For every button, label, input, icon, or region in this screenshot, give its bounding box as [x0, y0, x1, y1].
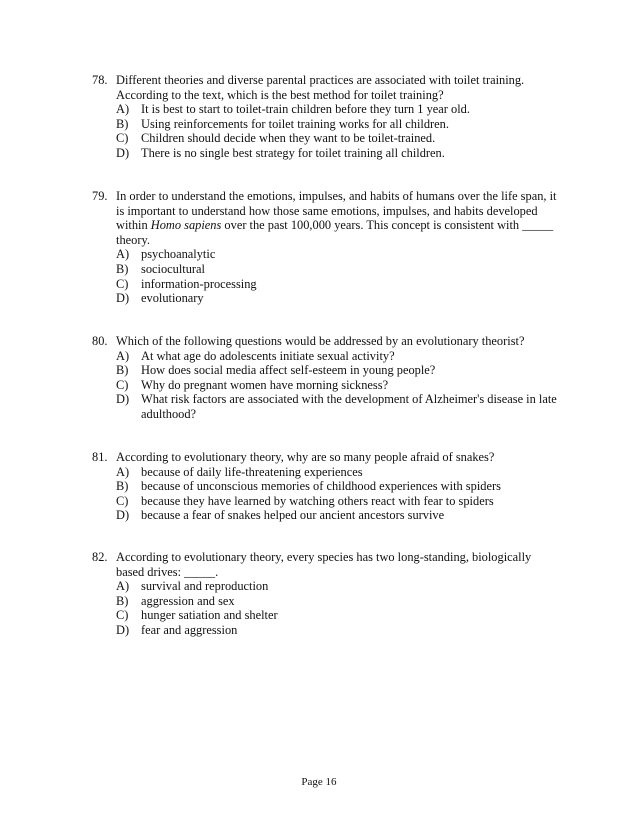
answer-options	[116, 465, 562, 523]
answer-option	[116, 579, 562, 594]
option-letter: A)	[116, 464, 130, 479]
option-letter: C)	[116, 608, 129, 623]
question-stem	[116, 450, 562, 465]
question-80	[92, 334, 562, 422]
stem-text: over the past 100,000 years. This concept is consistent with _____ theory.	[116, 218, 554, 247]
answer-option	[116, 594, 562, 609]
stem-text: Which of the following questions would be addressed by an evolutionary theorist?	[116, 334, 525, 348]
option-letter: C)	[116, 493, 129, 508]
answer-options	[116, 102, 562, 160]
question-header	[92, 189, 562, 247]
option-text: because they have learned by watching others react with fear to spiders	[141, 493, 494, 508]
stem-text: According to evolutionary theory, every species has two long-standing, biologically based drives: _____.	[116, 550, 532, 579]
answer-option	[116, 623, 562, 638]
option-text: hunger satiation and shelter	[141, 608, 278, 623]
option-letter: C)	[116, 276, 129, 291]
question-header	[92, 550, 562, 579]
option-text: At what age do adolescents initiate sexual activity?	[141, 348, 395, 363]
answer-option	[116, 277, 562, 292]
answer-options	[116, 579, 562, 637]
answer-option	[116, 117, 562, 132]
option-letter: D)	[116, 145, 130, 160]
option-letter: A)	[116, 579, 130, 594]
stem-italic-text: Homo sapiens	[150, 218, 222, 233]
option-text: There is no single best strategy for toilet training all children.	[141, 145, 445, 160]
answer-option	[116, 262, 562, 277]
answer-option	[116, 479, 562, 494]
option-text: sociocultural	[141, 261, 205, 276]
option-text: It is best to start to toilet-train children before they turn 1 year old.	[141, 102, 470, 117]
option-letter: B)	[116, 116, 129, 131]
stem-text: According to evolutionary theory, why are so many people afraid of snakes?	[116, 450, 495, 464]
answer-option	[116, 608, 562, 623]
question-number: 81.	[92, 450, 108, 464]
answer-options	[116, 349, 562, 422]
question-header	[92, 334, 562, 349]
answer-option	[116, 131, 562, 146]
option-text: What risk factors are associated with the development of Alzheimer's disease in late adulthood?	[141, 392, 557, 421]
option-text: because of unconscious memories of childhood experiences with spiders	[141, 479, 501, 494]
stem-text: In order to understand the emotions, impulses, and habits of humans over the life span, it is important to understand how those same emotions, impulses, and habits developed within	[116, 189, 557, 233]
option-letter: D)	[116, 291, 130, 306]
answer-option	[116, 465, 562, 480]
question-78	[92, 73, 562, 161]
answer-option	[116, 392, 562, 421]
option-text: because a fear of snakes helped our ancient ancestors survive	[141, 508, 445, 523]
question-header	[92, 450, 562, 465]
answer-options	[116, 247, 562, 305]
question-stem	[116, 550, 562, 579]
option-text: psychoanalytic	[141, 247, 216, 262]
option-letter: A)	[116, 247, 130, 262]
option-letter: B)	[116, 363, 129, 378]
option-text: information-processing	[141, 276, 257, 291]
option-letter: A)	[116, 348, 130, 363]
question-stem	[116, 73, 562, 102]
answer-option	[116, 247, 562, 262]
answer-option	[116, 508, 562, 523]
question-header	[92, 73, 562, 102]
option-text: evolutionary	[141, 291, 204, 306]
question-number: 82.	[92, 550, 108, 564]
option-letter: C)	[116, 131, 129, 146]
question-82	[92, 550, 562, 638]
option-letter: D)	[116, 392, 130, 407]
stem-text: Different theories and diverse parental practices are associated with toilet training. According to the text, which is the best method for toilet training?	[116, 73, 525, 102]
option-letter: B)	[116, 593, 129, 608]
option-text: fear and aggression	[141, 622, 238, 637]
option-text: Children should decide when they want to be toilet-trained.	[141, 131, 436, 146]
option-text: because of daily life-threatening experiences	[141, 464, 363, 479]
question-stem	[116, 334, 562, 349]
answer-option	[116, 349, 562, 364]
answer-option	[116, 146, 562, 161]
page-number: Page 16	[301, 776, 337, 788]
question-number: 80.	[92, 334, 108, 348]
answer-option	[116, 363, 562, 378]
question-79	[92, 189, 562, 306]
option-letter: A)	[116, 102, 130, 117]
answer-option	[116, 102, 562, 117]
answer-option	[116, 494, 562, 509]
option-letter: B)	[116, 479, 129, 494]
question-number: 78.	[92, 73, 108, 87]
question-81	[92, 450, 562, 523]
option-letter: D)	[116, 508, 130, 523]
option-text: survival and reproduction	[141, 579, 269, 594]
answer-option	[116, 291, 562, 306]
answer-option	[116, 378, 562, 393]
option-letter: D)	[116, 622, 130, 637]
question-number: 79.	[92, 189, 108, 203]
option-text: Why do pregnant women have morning sickness?	[141, 377, 389, 392]
option-text: aggression and sex	[141, 593, 235, 608]
option-letter: B)	[116, 261, 129, 276]
question-stem	[116, 189, 562, 247]
option-letter: C)	[116, 377, 129, 392]
option-text: Using reinforcements for toilet training works for all children.	[141, 116, 449, 131]
option-text: How does social media affect self-esteem in young people?	[141, 363, 436, 378]
